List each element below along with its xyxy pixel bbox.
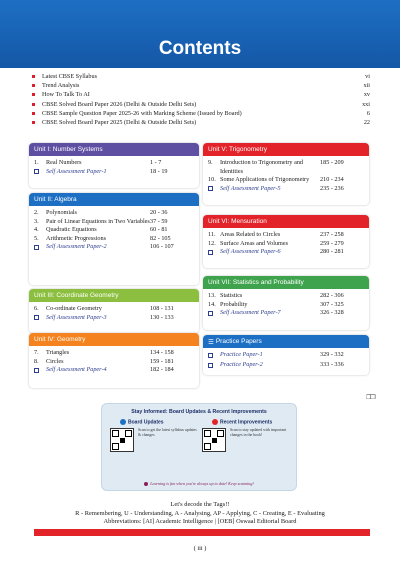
chapter-number: 10. (208, 176, 216, 184)
chapter-number: 6. (34, 305, 39, 312)
smile-icon (144, 482, 148, 486)
assessment-paper-item[interactable] (34, 243, 194, 253)
checkbox-square (208, 311, 213, 316)
chapter-number: 12. (208, 239, 216, 247)
checkbox-icon (34, 168, 46, 178)
chapter-pages: 182 - 184 (150, 366, 174, 374)
board-updates-text: Scan to get the latest syllabus updates & changes (138, 428, 197, 437)
chapter-pages: 82 - 105 (150, 234, 171, 242)
board-icon (120, 419, 126, 425)
chapter-title: Surface Areas and Volumes (220, 239, 288, 247)
checkbox-square (208, 363, 213, 368)
page-number: ( iii ) (193, 545, 207, 552)
recent-improvements-heading: Recent Improvements (212, 419, 294, 425)
unit-title (203, 215, 369, 228)
contents-header (0, 0, 400, 68)
checkbox-square (34, 245, 39, 250)
chapter-title: Statistics (220, 292, 243, 299)
unit-title (29, 333, 199, 346)
chapter-item[interactable] (34, 305, 194, 314)
chapter-pages: 130 - 133 (150, 313, 174, 321)
chapter-pages: 282 - 306 (320, 292, 344, 299)
intro-item-page: 22 (363, 119, 370, 127)
assessment-paper-item[interactable] (34, 366, 194, 376)
chapter-title: Self Assessment Paper-2 (46, 243, 107, 251)
unit-card-statistics-probability (203, 276, 369, 330)
bullet-icon (32, 84, 35, 87)
intro-item-title: Trend Analysis (42, 82, 80, 90)
unit-card-trigonometry (203, 143, 369, 205)
unit-chapter-list (203, 228, 369, 260)
tags-heading: Let's decode the Tags!! (170, 501, 230, 508)
chapter-pages: 37 - 59 (150, 217, 168, 225)
assessment-paper-item[interactable] (34, 314, 194, 324)
chapter-item[interactable] (208, 301, 364, 310)
assessment-paper-item[interactable] (208, 309, 364, 319)
chapter-title: Some Applications of Trigonometry (220, 176, 310, 184)
unit-card-coordinate-geometry (29, 289, 199, 333)
chapter-title: Circles (46, 357, 64, 365)
chapter-title: Triangles (46, 349, 70, 356)
checkbox-icon (34, 314, 46, 324)
intro-item[interactable] (32, 72, 370, 81)
unit-title (29, 289, 199, 302)
chapter-title: Quadratic Equations (46, 226, 97, 234)
page-title: Contents (158, 38, 242, 59)
bullet-icon (32, 93, 35, 96)
updates-footer: Learning is fun when you're always up to date! Keep scanning! (102, 481, 296, 486)
intro-item-title: Latest CBSE Syllabus (42, 73, 98, 81)
chapter-title: Self Assessment Paper-4 (46, 366, 107, 374)
bullet-icon (32, 103, 35, 106)
chapter-number: 13. (208, 292, 216, 299)
chapter-item[interactable] (34, 159, 194, 168)
checkbox-icon (208, 248, 220, 258)
checkbox-square (34, 368, 39, 373)
assessment-paper-item[interactable] (34, 168, 194, 178)
checkbox-square (208, 353, 213, 358)
unit-chapter-list (29, 206, 199, 255)
intro-item-page: xv (363, 91, 370, 99)
tags-legend (0, 501, 400, 527)
intro-item-title: How To Talk To AI (42, 91, 90, 99)
board-updates-section (110, 419, 202, 437)
intro-list (32, 72, 370, 127)
chapter-title: Areas Related to Circles (220, 231, 281, 238)
chapter-title: Self Assessment Paper-5 (220, 184, 281, 192)
chapter-number: 5. (34, 234, 39, 242)
chapter-number: 11. (208, 231, 216, 238)
board-updates-heading: Board Updates (120, 419, 202, 425)
chapter-title: Self Assessment Paper-6 (220, 248, 281, 256)
chapter-pages: 106 - 107 (150, 243, 174, 251)
paper-icon: ☰ (208, 338, 214, 346)
intro-item[interactable] (32, 109, 370, 118)
unit-title-text: Unit III: Coordinate Geometry (34, 292, 119, 299)
chapter-pages: 20 - 36 (150, 209, 168, 216)
chapter-pages: 329 - 332 (320, 351, 344, 358)
intro-item[interactable] (32, 81, 370, 90)
unit-title-text: Unit VI: Mensuration (208, 218, 267, 225)
practice-papers-card (203, 335, 369, 375)
unit-title-text: Unit IV: Geometry (34, 336, 86, 343)
chapter-title: Pair of Linear Equations in Two Variables (46, 217, 150, 225)
recent-improvements-section (202, 419, 294, 437)
chapter-title: Probability (220, 300, 248, 308)
chapter-number: 9. (208, 159, 213, 166)
bullet-icon (32, 121, 35, 124)
bullet-icon (32, 75, 35, 78)
chapter-pages: 18 - 19 (150, 167, 168, 175)
chapter-number: 7. (34, 349, 39, 356)
chapter-item[interactable] (34, 235, 194, 244)
tags-line: R - Remembering, U - Understanding, A - Analysing, AP - Applying, C - Creating, E - Evaluating (75, 509, 325, 517)
chapter-pages: 60 - 81 (150, 226, 168, 234)
chapter-pages: 280 - 281 (320, 248, 344, 256)
continuation-marker: ❐❐ (366, 395, 375, 401)
unit-card-number-systems (29, 143, 199, 188)
intro-item[interactable] (32, 118, 370, 127)
chapter-pages: 333 - 336 (320, 361, 344, 369)
checkbox-icon (208, 361, 220, 371)
chapter-item[interactable] (34, 218, 194, 227)
chapter-title: Practice Paper-2 (220, 361, 263, 369)
unit-chapter-list (203, 348, 369, 373)
updates-box (101, 403, 297, 491)
chapter-pages: 185 - 209 (320, 159, 344, 166)
chapter-title: Polynomials (46, 209, 77, 216)
board-updates-qr-code[interactable] (110, 428, 134, 452)
unit-title-text: Unit V: Trigonometry (208, 146, 268, 153)
unit-chapter-list (29, 156, 199, 180)
assessment-paper-item[interactable] (208, 248, 364, 258)
unit-title-text: Practice Papers (215, 338, 262, 345)
checkbox-square (208, 250, 213, 255)
chapter-title: Self Assessment Paper-7 (220, 309, 281, 317)
intro-item[interactable] (32, 100, 370, 109)
bullet-icon (32, 112, 35, 115)
chapter-title: Co-ordinate Geometry (46, 305, 102, 312)
footer-bar (34, 529, 370, 536)
chapter-number: 4. (34, 226, 39, 234)
intro-item-page: xii (363, 82, 370, 90)
chapter-item[interactable] (34, 358, 194, 367)
unit-card-geometry (29, 333, 199, 388)
chapter-number: 2. (34, 209, 39, 216)
chapter-number: 1. (34, 159, 39, 166)
chapter-item[interactable] (208, 240, 364, 249)
chapter-item[interactable] (208, 231, 364, 240)
chapter-title: Practice Paper-1 (220, 351, 263, 358)
chapter-title: Arithmetic Progressions (46, 234, 106, 242)
chapter-pages: 159 - 181 (150, 357, 174, 365)
chapter-pages: 108 - 131 (150, 305, 174, 312)
chapter-pages: 210 - 234 (320, 176, 344, 184)
checkbox-icon (208, 185, 220, 195)
chapter-pages: 1 - 7 (150, 159, 162, 166)
chapter-item[interactable] (208, 159, 364, 176)
intro-item-title: CBSE Solved Board Paper 2026 (Delhi & Outside Delhi Sets) (42, 100, 197, 108)
unit-card-mensuration (203, 215, 369, 268)
intro-item-page: 6 (366, 109, 370, 117)
unit-title-text: Unit VII: Statistics and Probability (208, 279, 304, 286)
document-icon (212, 419, 218, 425)
checkbox-icon (208, 309, 220, 319)
unit-title (29, 193, 199, 206)
abbreviations-line: Abbreviations: [AI] Academic Intelligence | [OEB] Oswaal Editorial Board (103, 518, 297, 526)
chapter-pages: 307 - 325 (320, 300, 344, 308)
chapter-pages: 235 - 236 (320, 184, 344, 192)
chapter-number: 8. (34, 357, 39, 365)
chapter-pages: 326 - 328 (320, 309, 344, 317)
assessment-paper-item[interactable] (208, 361, 364, 371)
checkbox-icon (208, 351, 220, 361)
chapter-item[interactable] (34, 209, 194, 218)
chapter-item[interactable] (208, 292, 364, 301)
assessment-paper-item[interactable] (208, 185, 364, 195)
unit-chapter-list (29, 346, 199, 378)
unit-title (203, 143, 369, 156)
chapter-pages: 134 - 158 (150, 349, 174, 356)
chapter-title: Self Assessment Paper-1 (46, 167, 107, 175)
unit-title (203, 276, 369, 289)
chapter-title: Real Numbers (46, 159, 82, 166)
unit-title (203, 335, 369, 348)
checkbox-icon (34, 243, 46, 253)
intro-item-page: xxi (362, 100, 370, 108)
unit-title (29, 143, 199, 156)
chapter-item[interactable] (34, 226, 194, 235)
intro-item-title: CBSE Solved Board Paper 2025 (Delhi & Outside Delhi Sets) (42, 119, 197, 127)
unit-chapter-list (203, 156, 369, 197)
checkbox-square (208, 186, 213, 191)
unit-title-text: Unit I: Number Systems (34, 146, 103, 153)
recent-improvements-qr-code[interactable] (202, 428, 226, 452)
unit-title-text: Unit II: Algebra (34, 196, 77, 203)
unit-chapter-list (29, 302, 199, 326)
chapter-pages: 259 - 279 (320, 239, 344, 247)
intro-item[interactable] (32, 90, 370, 99)
chapter-number: 3. (34, 217, 39, 225)
chapter-number: 14. (208, 300, 216, 308)
chapter-title: Introduction to Trigonometry and Identities (220, 159, 304, 175)
chapter-item[interactable] (34, 349, 194, 358)
chapter-title: Self Assessment Paper-3 (46, 313, 107, 321)
unit-card-algebra (29, 193, 199, 285)
assessment-paper-item[interactable] (208, 351, 364, 361)
updates-title: Stay Informed: Board Updates & Recent Improvements (131, 409, 267, 415)
intro-item-page: vi (365, 73, 370, 81)
unit-chapter-list (203, 289, 369, 321)
intro-item-title: CBSE Sample Question Paper 2025-26 with Marking Scheme (Issued by Board) (42, 109, 242, 117)
checkbox-square (34, 169, 39, 174)
recent-improvements-text: Scan to stay updated with important changes in the book! (230, 428, 287, 437)
chapter-item[interactable] (208, 176, 364, 185)
checkbox-icon (34, 366, 46, 376)
checkbox-square (34, 315, 39, 320)
chapter-pages: 237 - 258 (320, 231, 344, 238)
